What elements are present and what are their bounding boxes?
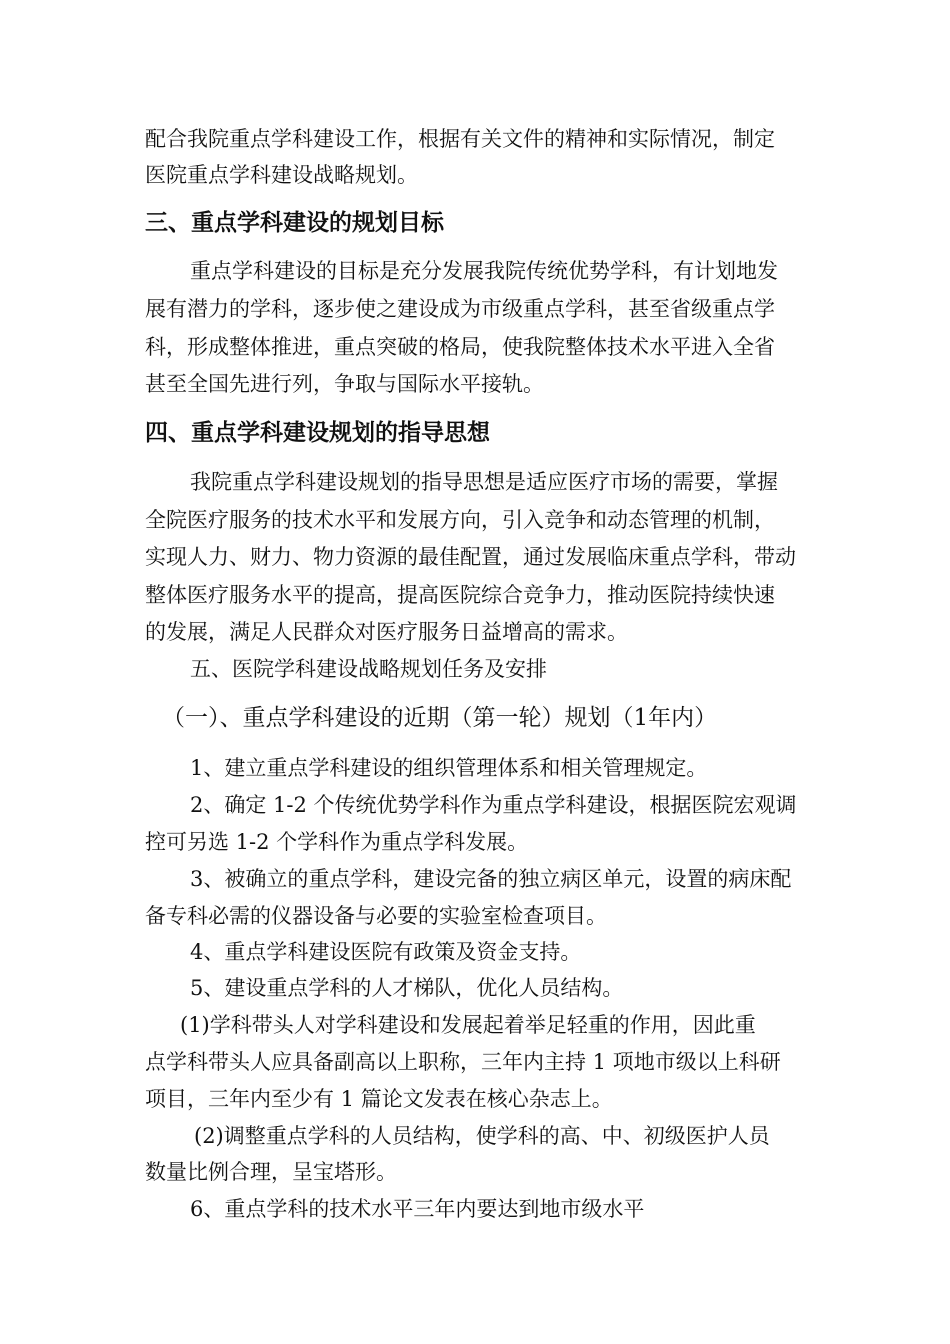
paragraph-line: 的发展，满足人民群众对医疗服务日益增高的需求。: [145, 620, 628, 644]
list-item: 5、建设重点学科的人才梯队，优化人员结构。: [190, 976, 624, 1000]
paragraph-line: 项目，三年内至少有 1 篇论文发表在核心杂志上。: [145, 1087, 613, 1111]
paragraph-line: 医院重点学科建设战略规划。: [145, 163, 418, 187]
paragraph-line: 甚至全国先进行列，争取与国际水平接轨。: [145, 372, 544, 396]
paragraph-line: 重点学科建设的目标是充分发展我院传统优势学科，有计划地发: [190, 259, 778, 283]
paragraph-line: 我院重点学科建设规划的指导思想是适应医疗市场的需要，掌握: [190, 470, 778, 494]
list-item: 6、重点学科的技术水平三年内要达到地市级水平: [190, 1197, 645, 1221]
paragraph-line: 整体医疗服务水平的提高，提高医院综合竞争力，推动医院持续快速: [145, 583, 775, 607]
paragraph-line: 备专科必需的仪器设备与必要的实验室检查项目。: [145, 904, 607, 928]
paragraph-line: 配合我院重点学科建设工作，根据有关文件的精神和实际情况，制定: [145, 127, 775, 151]
list-item: 3、被确立的重点学科，建设完备的独立病区单元，设置的病床配: [190, 867, 792, 891]
section-heading-3: 三、重点学科建设的规划目标: [145, 210, 444, 236]
paragraph-line: 数量比例合理，呈宝塔形。: [145, 1160, 397, 1184]
paragraph-line: 全院医疗服务的技术水平和发展方向，引入竞争和动态管理的机制，: [145, 508, 775, 532]
section-heading-4: 四、重点学科建设规划的指导思想: [145, 420, 490, 446]
paragraph-line: 点学科带头人应具备副高以上职称，三年内主持 1 项地市级以上科研: [145, 1050, 781, 1074]
section-heading-5: 五、医院学科建设战略规划任务及安排: [190, 657, 547, 681]
list-subitem: (2)调整重点学科的人员结构，使学科的高、中、初级医护人员: [194, 1124, 770, 1148]
paragraph-line: 实现人力、财力、物力资源的最佳配置，通过发展临床重点学科，带动: [145, 545, 796, 569]
list-item: 1、建立重点学科建设的组织管理体系和相关管理规定。: [190, 756, 708, 780]
subsection-heading: （一）、重点学科建设的近期（第一轮）规划（1年内）: [162, 705, 718, 731]
paragraph-line: 展有潜力的学科，逐步使之建设成为市级重点学科，甚至省级重点学: [145, 297, 775, 321]
list-subitem: (1)学科带头人对学科建设和发展起着举足轻重的作用，因此重: [180, 1013, 756, 1037]
paragraph-line: 控可另选 1-2 个学科作为重点学科发展。: [145, 830, 529, 854]
list-item: 2、确定 1-2 个传统优势学科作为重点学科建设，根据医院宏观调: [190, 793, 797, 817]
paragraph-line: 科，形成整体推进，重点突破的格局，使我院整体技术水平进入全省: [145, 335, 775, 359]
list-item: 4、重点学科建设医院有政策及资金支持。: [190, 940, 582, 964]
